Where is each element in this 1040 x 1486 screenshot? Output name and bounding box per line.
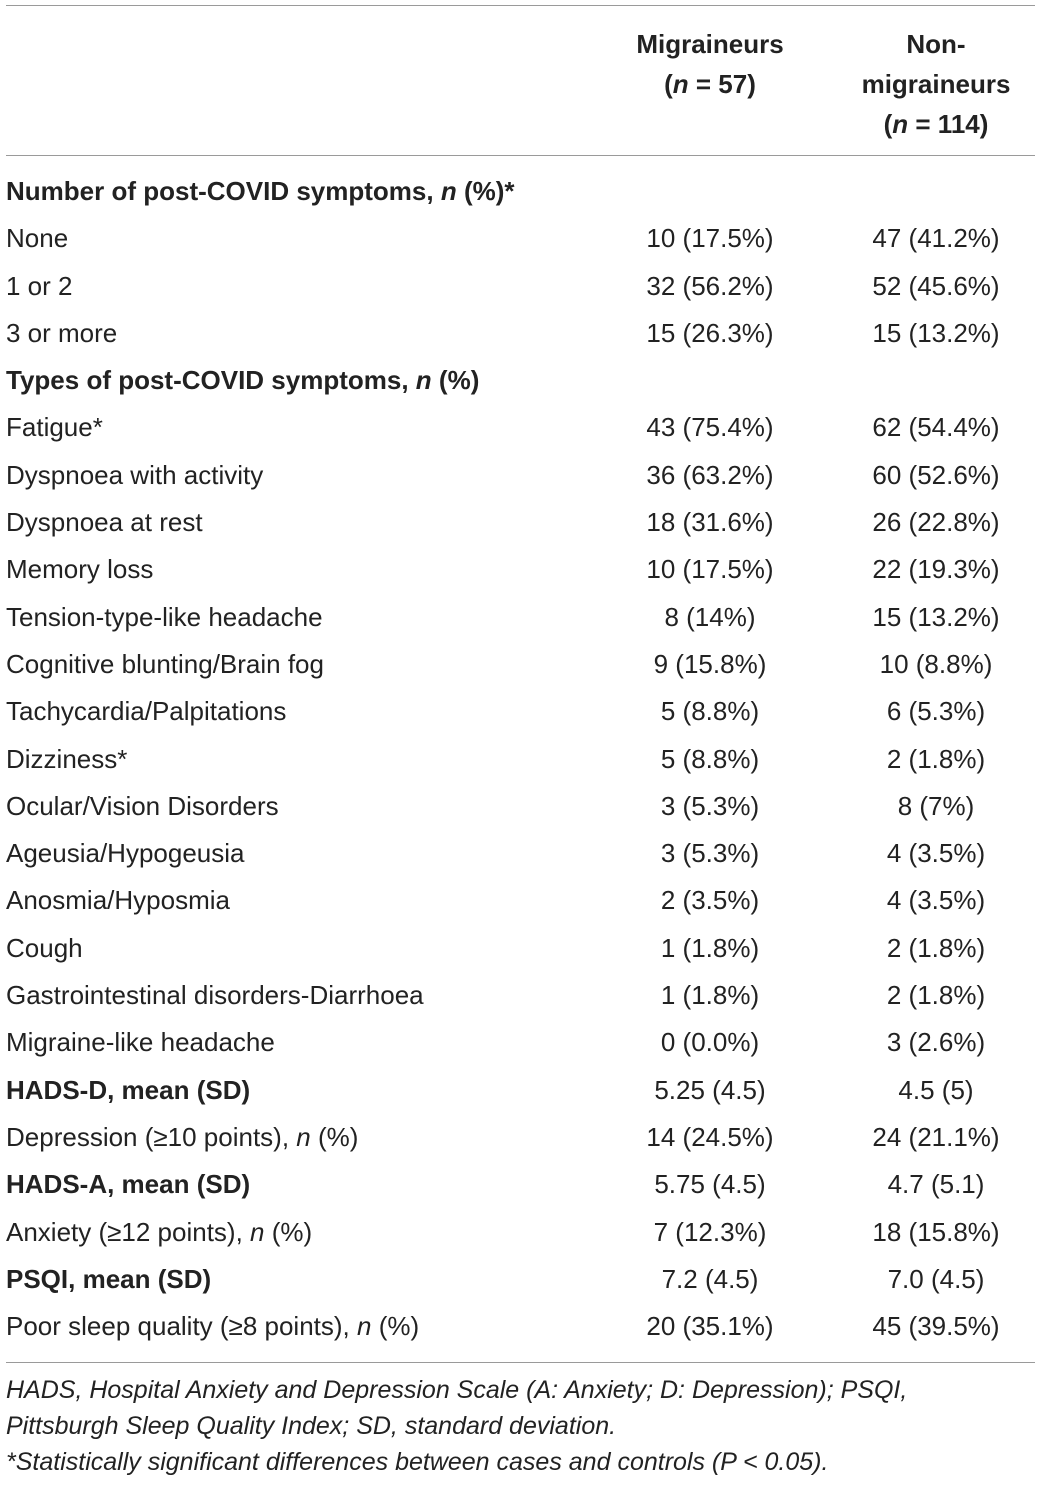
row-label	[6, 452, 263, 499]
row-label-text: 3 or more	[6, 317, 118, 348]
row-label	[6, 783, 279, 830]
cell-migraineurs: 9 (15.8%)	[653, 648, 767, 679]
table-row	[0, 972, 1040, 1019]
cell-non-migraineurs: 62 (54.4%)	[872, 412, 1000, 443]
cell-migraineurs: 14 (24.5%)	[646, 1121, 774, 1152]
row-label-text: Dyspnoea with activity	[6, 459, 264, 490]
row-label-text: Number of post-COVID symptoms,	[6, 176, 441, 206]
column-header-non-migraineurs	[818, 24, 1040, 144]
row-label	[6, 972, 424, 1019]
row-label-text: None	[6, 223, 69, 254]
row-label	[6, 1067, 250, 1114]
row-label	[6, 736, 127, 783]
n-symbol: n	[415, 365, 432, 396]
row-label-text: Fatigue*	[6, 412, 103, 443]
cell-non-migraineurs: 4.7 (5.1)	[887, 1169, 985, 1200]
row-label	[6, 263, 73, 310]
row-label	[6, 215, 68, 262]
cell-migraineurs: 10 (17.5%)	[646, 223, 774, 254]
table-top-rule	[6, 5, 1035, 6]
n-value: = 57)	[688, 69, 756, 99]
column-header-n: (n = 57)	[664, 69, 756, 99]
cell-migraineurs: 7.2 (4.5)	[661, 1263, 759, 1294]
table-row	[0, 783, 1040, 830]
row-label-suffix: (%)	[310, 1121, 359, 1152]
row-label-text: Memory loss	[6, 554, 154, 585]
cell-non-migraineurs: 15 (13.2%)	[872, 317, 1000, 348]
cell-migraineurs: 15 (26.3%)	[646, 317, 774, 348]
column-header-n: (n = 114)	[883, 109, 989, 139]
cell-non-migraineurs: 47 (41.2%)	[872, 223, 1000, 254]
cell-non-migraineurs: 22 (19.3%)	[872, 554, 1000, 585]
row-label	[6, 404, 103, 451]
cell-non-migraineurs: 4.5 (5)	[898, 1074, 974, 1105]
section-row	[0, 1161, 1040, 1208]
cell-migraineurs: 5.25 (4.5)	[654, 1074, 766, 1105]
cell-non-migraineurs: 18 (15.8%)	[872, 1216, 1000, 1247]
footnote-significance: *Statistically significant differences between cases and controls (P < 0.05).	[6, 1448, 829, 1476]
cell-migraineurs: 32 (56.2%)	[646, 270, 774, 301]
row-label-text: 1 or 2	[6, 270, 73, 301]
cell-migraineurs: 43 (75.4%)	[646, 412, 774, 443]
cell-migraineurs: 36 (63.2%)	[646, 459, 774, 490]
row-label-text: Depression (≥10 points),	[6, 1121, 297, 1152]
cell-migraineurs: 3 (5.3%)	[660, 838, 760, 869]
cell-non-migraineurs: 8 (7%)	[897, 790, 975, 821]
row-label	[6, 1019, 275, 1066]
row-label	[6, 688, 286, 735]
cell-non-migraineurs: 15 (13.2%)	[872, 601, 1000, 632]
row-label-suffix: (%)	[431, 365, 480, 396]
table-bottom-rule	[6, 1362, 1035, 1363]
table-row	[0, 1209, 1040, 1256]
row-label	[6, 877, 230, 924]
table-row	[0, 263, 1040, 310]
row-label-text: HADS-A, mean (SD)	[6, 1169, 251, 1200]
table-row	[0, 688, 1040, 735]
row-label	[6, 1161, 250, 1208]
section-row	[0, 1067, 1040, 1114]
row-label	[6, 1114, 358, 1161]
row-label-text: Tension-type-like headache	[6, 601, 323, 632]
row-label-suffix: (%)	[371, 1311, 420, 1342]
n-symbol: n	[440, 176, 457, 206]
row-label	[6, 1303, 419, 1350]
table-row	[0, 310, 1040, 357]
section-row	[0, 168, 1040, 215]
row-label-text: Anxiety (≥12 points),	[6, 1216, 251, 1247]
cell-non-migraineurs: 45 (39.5%)	[872, 1311, 1000, 1342]
table-row	[0, 546, 1040, 593]
table-row	[0, 1303, 1040, 1350]
n-symbol: n	[357, 1311, 372, 1342]
cell-non-migraineurs: 2 (1.8%)	[886, 980, 986, 1011]
table-row	[0, 925, 1040, 972]
table-footnotes	[6, 1372, 1036, 1480]
row-label	[6, 499, 203, 546]
footnote-abbreviations-2: Pittsburgh Sleep Quality Index; SD, standard deviation.	[6, 1412, 617, 1440]
cell-migraineurs: 10 (17.5%)	[646, 554, 774, 585]
n-symbol: n	[296, 1121, 311, 1152]
n-value: = 114)	[908, 109, 989, 139]
cell-migraineurs: 7 (12.3%)	[653, 1216, 767, 1247]
cell-non-migraineurs: 24 (21.1%)	[872, 1121, 1000, 1152]
row-label	[6, 168, 515, 215]
cell-non-migraineurs: 52 (45.6%)	[872, 270, 1000, 301]
row-label	[6, 1209, 312, 1256]
cell-non-migraineurs: 3 (2.6%)	[886, 1027, 986, 1058]
row-label-text: Ageusia/Hypogeusia	[6, 838, 245, 869]
table-row	[0, 404, 1040, 451]
column-header-title-part1: Non-	[906, 29, 966, 59]
table-row	[0, 215, 1040, 262]
cell-migraineurs: 5 (8.8%)	[660, 696, 760, 727]
row-label-text: HADS-D, mean (SD)	[6, 1074, 251, 1105]
row-label	[6, 594, 323, 641]
row-label-text: Types of post-COVID symptoms,	[6, 365, 416, 396]
column-header-title-part2: migraineurs	[861, 69, 1011, 99]
table-row	[0, 830, 1040, 877]
cell-non-migraineurs: 4 (3.5%)	[886, 885, 986, 916]
row-label-suffix: (%)	[264, 1216, 313, 1247]
table-row	[0, 594, 1040, 641]
cell-non-migraineurs: 2 (1.8%)	[886, 932, 986, 963]
row-label-text: Dizziness*	[6, 743, 128, 774]
column-header-title: Migraineurs	[636, 29, 784, 59]
cell-migraineurs: 18 (31.6%)	[646, 507, 774, 538]
cell-non-migraineurs: 10 (8.8%)	[879, 648, 993, 679]
section-row	[0, 357, 1040, 404]
cell-non-migraineurs: 26 (22.8%)	[872, 507, 1000, 538]
row-label	[6, 641, 324, 688]
cell-migraineurs: 5.75 (4.5)	[654, 1169, 766, 1200]
cell-non-migraineurs: 4 (3.5%)	[886, 838, 986, 869]
header-rule	[6, 155, 1035, 156]
row-label-text: Ocular/Vision Disorders	[6, 790, 279, 821]
table-row	[0, 1114, 1040, 1161]
table-row	[0, 641, 1040, 688]
row-label-text: Anosmia/Hyposmia	[6, 885, 230, 916]
cell-migraineurs: 20 (35.1%)	[646, 1311, 774, 1342]
cell-migraineurs: 0 (0.0%)	[660, 1027, 760, 1058]
table-row	[0, 452, 1040, 499]
column-header-migraineurs	[585, 24, 835, 104]
row-label-text: Poor sleep quality (≥8 points),	[6, 1311, 357, 1342]
cell-migraineurs: 1 (1.8%)	[660, 980, 760, 1011]
table-body	[0, 168, 1040, 1350]
row-label-text: Gastrointestinal disorders-Diarrhoea	[6, 980, 424, 1011]
row-label	[6, 357, 479, 404]
row-label-suffix: (%)*	[456, 176, 515, 206]
row-label-text: Dyspnoea at rest	[6, 507, 203, 538]
cell-migraineurs: 8 (14%)	[664, 601, 756, 632]
row-label	[6, 830, 245, 877]
cell-non-migraineurs: 2 (1.8%)	[886, 743, 986, 774]
table-row	[0, 736, 1040, 783]
table-row	[0, 499, 1040, 546]
cell-non-migraineurs: 6 (5.3%)	[886, 696, 986, 727]
cell-migraineurs: 3 (5.3%)	[660, 790, 760, 821]
row-label-text: PSQI, mean (SD)	[6, 1263, 212, 1294]
table-row	[0, 877, 1040, 924]
n-symbol: n	[250, 1216, 265, 1247]
row-label-text: Migraine-like headache	[6, 1027, 275, 1058]
row-label	[6, 1256, 211, 1303]
row-label-text: Cognitive blunting/Brain fog	[6, 648, 324, 679]
row-label-text: Cough	[6, 932, 83, 963]
cell-non-migraineurs: 7.0 (4.5)	[887, 1263, 985, 1294]
cell-non-migraineurs: 60 (52.6%)	[872, 459, 1000, 490]
n-symbol: n	[892, 109, 909, 139]
cell-migraineurs: 2 (3.5%)	[660, 885, 760, 916]
section-row	[0, 1256, 1040, 1303]
row-label-text: Tachycardia/Palpitations	[6, 696, 287, 727]
n-symbol: n	[672, 69, 689, 99]
cell-migraineurs: 1 (1.8%)	[660, 932, 760, 963]
row-label	[6, 310, 117, 357]
cell-migraineurs: 5 (8.8%)	[660, 743, 760, 774]
table-row	[0, 1019, 1040, 1066]
footnote-abbreviations-1: HADS, Hospital Anxiety and Depression Scale (A: Anxiety; D: Depression); PSQI,	[6, 1376, 908, 1404]
row-label	[6, 546, 153, 593]
row-label	[6, 925, 83, 972]
